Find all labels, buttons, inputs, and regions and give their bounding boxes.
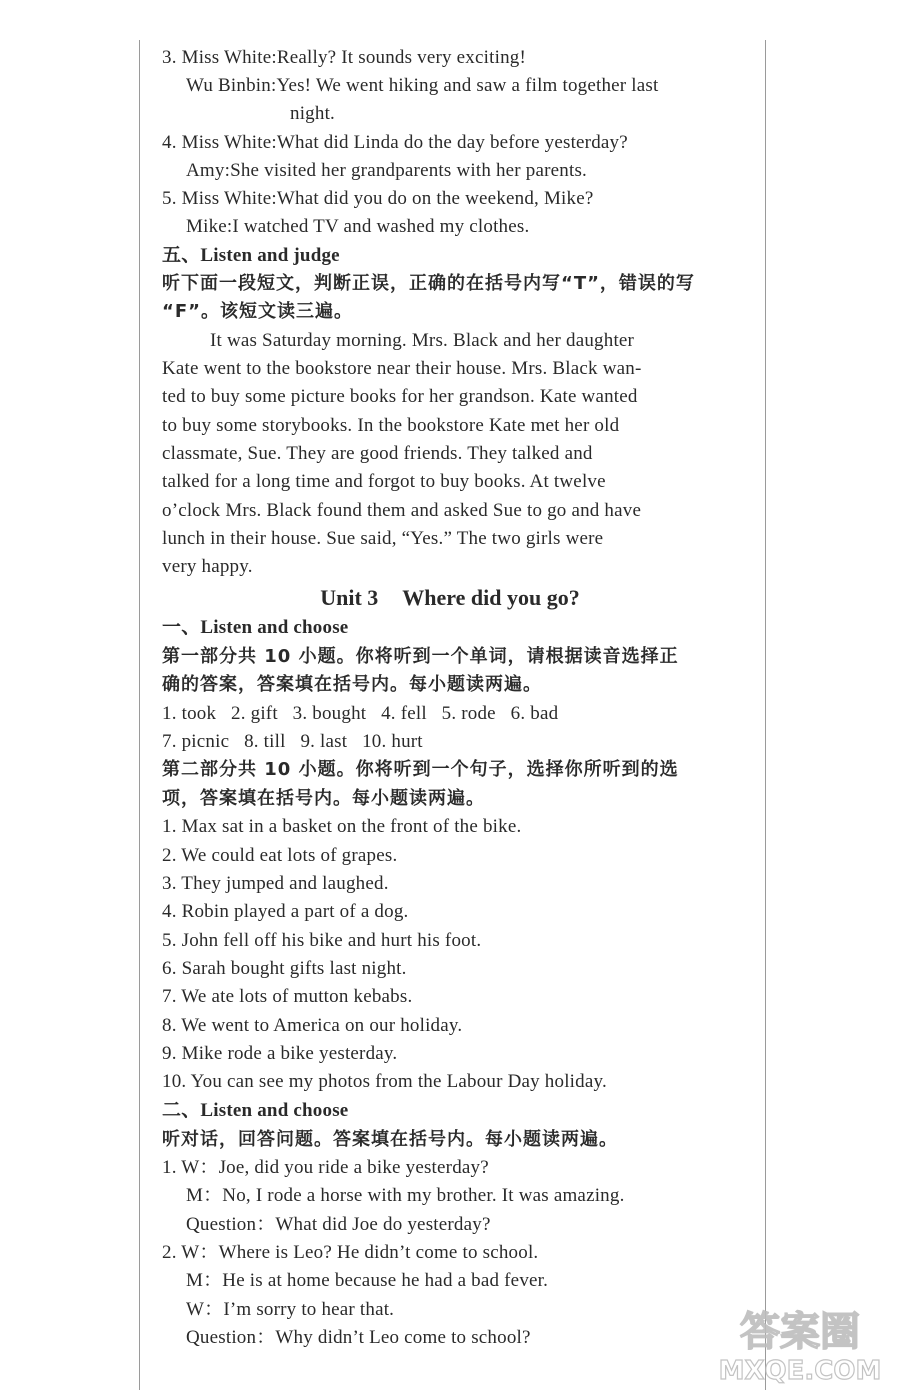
sentence-item: 9. Mike rode a bike yesterday. xyxy=(162,1043,398,1064)
dialogue-reply-mike: Mike:I watched TV and washed my clothes. xyxy=(186,216,530,237)
q2-m-line: M：He is at home because he had a bad fever. xyxy=(186,1270,549,1291)
section1-part2-line2: 项，答案填在括号内。每小题读两遍。 xyxy=(162,788,485,809)
section2-instruction: 听对话，回答问题。答案填在括号内。每小题读两遍。 xyxy=(162,1129,618,1150)
passage-line: very happy. xyxy=(162,556,253,577)
q2-w-line: 2. W：Where is Leo? He didn’t come to school. xyxy=(162,1242,539,1263)
left-margin-rule xyxy=(139,40,140,1390)
watermark-en: MXQE.COM xyxy=(718,1356,882,1385)
section5-instruction-1: 听下面一段短文，判断正误，正确的在括号内写“T”，错误的写 xyxy=(162,273,695,294)
word-list-row1: 1. took 2. gift 3. bought 4. fell 5. rode 6. bad xyxy=(162,703,559,724)
passage-line: to buy some storybooks. In the bookstore Kate met her old xyxy=(162,415,620,436)
sentence-item: 2. We could eat lots of grapes. xyxy=(162,845,398,866)
passage-line: ted to buy some picture books for her grandson. Kate wanted xyxy=(162,386,638,407)
sentence-item: 3. They jumped and laughed. xyxy=(162,873,389,894)
q2-question: Question：Why didn’t Leo come to school? xyxy=(186,1327,531,1348)
sentence-item: 6. Sarah bought gifts last night. xyxy=(162,958,407,979)
right-margin-rule xyxy=(765,40,766,1390)
passage-line: classmate, Sue. They are good friends. They talked and xyxy=(162,443,593,464)
dialogue-line-5: 5. Miss White:What did you do on the weekend, Mike? xyxy=(162,188,594,209)
sentence-item: 7. We ate lots of mutton kebabs. xyxy=(162,986,413,1007)
unit-title xyxy=(0,583,900,613)
section1-part1-line1: 第一部分共 10 小题。你将听到一个单词，请根据读音选择正 xyxy=(162,646,679,667)
dialogue-reply-amy: Amy:She visited her grandparents with her parents. xyxy=(186,160,587,181)
passage-line: lunch in their house. Sue said, “Yes.” The two girls were xyxy=(162,528,604,549)
q1-m-line: M：No, I rode a horse with my brother. It was amazing. xyxy=(186,1185,625,1206)
section1-heading: 一、Listen and choose xyxy=(162,617,349,638)
sentence-item: 8. We went to America on our holiday. xyxy=(162,1015,463,1036)
sentence-item: 1. Max sat in a basket on the front of the bike. xyxy=(162,816,522,837)
sentence-item: 5. John fell off his bike and hurt his foot. xyxy=(162,930,482,951)
unit-name: Where did you go? xyxy=(402,585,580,610)
passage-line: Kate went to the bookstore near their house. Mrs. Black wan- xyxy=(162,358,642,379)
sentence-item: 10. You can see my photos from the Labour Day holiday. xyxy=(162,1071,607,1092)
section1-part1-line2: 确的答案，答案填在括号内。每小题读两遍。 xyxy=(162,674,542,695)
passage-line: talked for a long time and forgot to buy books. At twelve xyxy=(162,471,606,492)
dialogue-reply-wu: Wu Binbin:Yes! We went hiking and saw a film together last xyxy=(186,75,659,96)
q1-w-line: 1. W：Joe, did you ride a bike yesterday? xyxy=(162,1157,489,1178)
dialogue-reply-wu-cont: night. xyxy=(290,103,336,124)
dialogue-line-3: 3. Miss White:Really? It sounds very exciting! xyxy=(162,47,527,68)
watermark-cn: 答案圈 xyxy=(740,1309,860,1355)
watermark-logo xyxy=(713,1305,888,1385)
dialogue-line-4: 4. Miss White:What did Linda do the day before yesterday? xyxy=(162,132,628,153)
section2-heading: 二、Listen and choose xyxy=(162,1100,349,1121)
unit-label: Unit 3 xyxy=(320,585,379,610)
q2-w2-line: W：I’m sorry to hear that. xyxy=(186,1299,395,1320)
sentence-item: 4. Robin played a part of a dog. xyxy=(162,901,409,922)
section5-instruction-2: “F”。该短文读三遍。 xyxy=(162,301,353,322)
passage-line: o’clock Mrs. Black found them and asked Sue to go and have xyxy=(162,500,642,521)
section1-part2-line1: 第二部分共 10 小题。你将听到一个句子，选择你所听到的选 xyxy=(162,759,679,780)
word-list-row2: 7. picnic 8. till 9. last 10. hurt xyxy=(162,731,423,752)
q1-question: Question：What did Joe do yesterday? xyxy=(186,1214,491,1235)
passage-line: It was Saturday morning. Mrs. Black and her daughter xyxy=(210,330,635,351)
section5-heading: 五、Listen and judge xyxy=(162,245,340,266)
